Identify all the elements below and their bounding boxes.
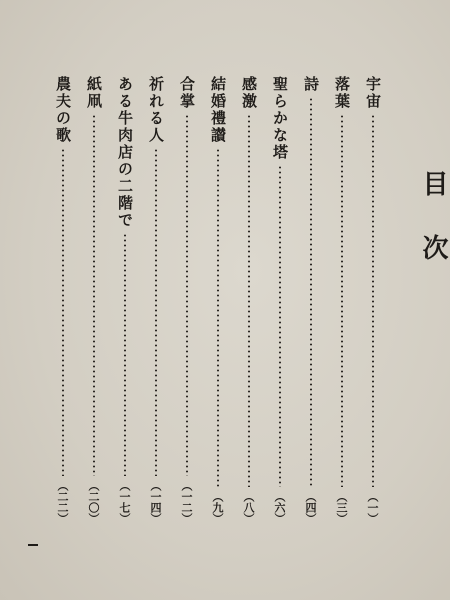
toc-entry-title: 落葉 — [333, 76, 351, 110]
toc-heading: 目次 — [418, 170, 448, 298]
toc-entry-page: （四） — [304, 491, 317, 524]
toc-entry — [140, 76, 171, 524]
toc-entry — [47, 76, 78, 524]
toc-entry-page: （二二） — [56, 480, 69, 524]
dot-leader — [62, 148, 64, 476]
toc-entry-title: ある牛肉店の二階で — [116, 76, 134, 229]
toc-entry-page: （一二） — [180, 480, 193, 524]
dot-leader — [93, 114, 95, 476]
folio-mark — [28, 544, 38, 546]
toc-entry-title: 聖らかな塔 — [271, 76, 289, 161]
dot-leader — [248, 114, 250, 487]
toc-entry-title: 感激 — [240, 76, 258, 110]
toc-entry — [326, 76, 357, 524]
dot-leader — [217, 148, 219, 487]
toc-entry-title: 合掌 — [178, 76, 196, 110]
toc-entry — [109, 76, 140, 524]
toc-entry-title: 詩 — [302, 76, 320, 93]
toc-entry-page: （三） — [335, 491, 348, 524]
toc-entry-page: （九） — [211, 491, 224, 524]
toc-entry — [264, 76, 295, 524]
toc-entry-page: （一七） — [118, 480, 131, 524]
dot-leader — [124, 233, 126, 476]
toc-entry — [233, 76, 264, 524]
toc-entry-title: 宇宙 — [364, 76, 382, 110]
toc-entry-page: （八） — [242, 491, 255, 524]
toc-entry — [202, 76, 233, 524]
toc-entry — [295, 76, 326, 524]
toc-entry-title: 祈れる人 — [147, 76, 165, 144]
dot-leader — [372, 114, 374, 487]
toc-entry-title: 紙凧 — [85, 76, 103, 110]
toc-entry-title: 結婚禮讃 — [209, 76, 227, 144]
toc-entry-page: （六） — [273, 491, 286, 524]
dot-leader — [279, 165, 281, 487]
toc-entry — [78, 76, 109, 524]
dot-leader — [341, 114, 343, 487]
toc-entry — [171, 76, 202, 524]
toc-entry-page: （一四） — [149, 480, 162, 524]
dot-leader — [310, 97, 312, 487]
toc-entry-page: （一） — [366, 491, 379, 524]
folio-page-number — [28, 532, 38, 558]
dot-leader — [155, 148, 157, 476]
dot-leader — [186, 114, 188, 476]
toc-entry-title: 農夫の歌 — [54, 76, 72, 144]
toc-entry-page: （二〇） — [87, 480, 100, 524]
toc-entry — [357, 76, 388, 524]
toc-entries — [47, 76, 388, 524]
